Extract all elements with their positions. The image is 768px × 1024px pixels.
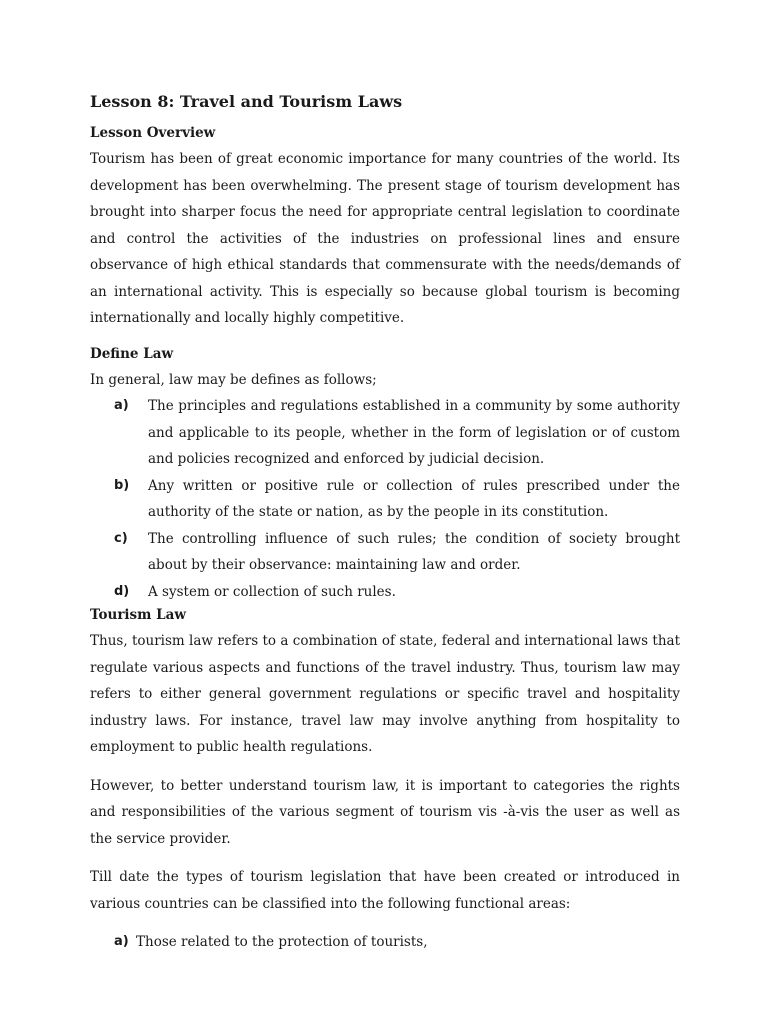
list-marker: b) bbox=[114, 477, 130, 493]
list-item-text: The controlling influence of such rules; the condition of society brought about by their observance: maintaining law and order. bbox=[148, 530, 680, 573]
list-marker: d) bbox=[114, 583, 130, 599]
tourism-law-heading: Tourism Law bbox=[90, 607, 187, 623]
list-item bbox=[114, 579, 680, 606]
tourism-law-paragraph-1: Thus, tourism law refers to a combination of state, federal and international laws that regulate various aspects and functions of the travel industry. Thus, tourism law may refers to either general government regulations or specific travel and hospitality industry laws. For instance, travel law may involve anything from hospitality to employment to public health regulations. bbox=[90, 633, 680, 755]
list-item bbox=[114, 393, 680, 473]
list-marker: c) bbox=[114, 530, 128, 546]
define-law-intro: In general, law may be defines as follows; bbox=[90, 371, 377, 388]
list-item bbox=[114, 929, 680, 956]
overview-heading: Lesson Overview bbox=[90, 125, 216, 141]
list-item-text: A system or collection of such rules. bbox=[148, 583, 396, 600]
list-marker: a) bbox=[114, 934, 129, 949]
define-law-list bbox=[90, 393, 680, 605]
define-law-heading: Define Law bbox=[90, 345, 174, 362]
functional-areas-list bbox=[90, 929, 680, 956]
list-item-text: The principles and regulations established in a community by some authority and applicable to its people, whether in the form of legislation or of custom and policies recognized and enforced by judicial decision. bbox=[148, 398, 680, 467]
list-item-text: Any written or positive rule or collection of rules prescribed under the authority of the state or nation, as by the people in its constitution. bbox=[148, 477, 680, 520]
overview-paragraph: Tourism has been of great economic importance for many countries of the world. Its development has been overwhelming. The present stage of tourism development has brought into sharper focus the need for appropriate central legislation to coordinate and control the activities of the industries on professional lines and ensure observance of high ethical standards that commensurate with the needs/demands of an international activity. This is especially so because global tourism is becoming internationally and locally highly competitive. bbox=[90, 151, 680, 326]
tourism-law-paragraph-2: However, to better understand tourism law, it is important to categories the rights and responsibilities of the various segment of tourism vis -à-vis the user as well as the service provider. bbox=[90, 777, 680, 847]
list-item-text: Those related to the protection of tourists, bbox=[136, 934, 428, 950]
tourism-law-paragraph-3: Till date the types of tourism legislation that have been created or introduced in various countries can be classified into the following functional areas: bbox=[90, 869, 680, 912]
list-marker: a) bbox=[114, 398, 129, 413]
list-item bbox=[114, 526, 680, 579]
list-item bbox=[114, 473, 680, 526]
lesson-title: Lesson 8: Travel and Tourism Laws bbox=[90, 92, 403, 111]
